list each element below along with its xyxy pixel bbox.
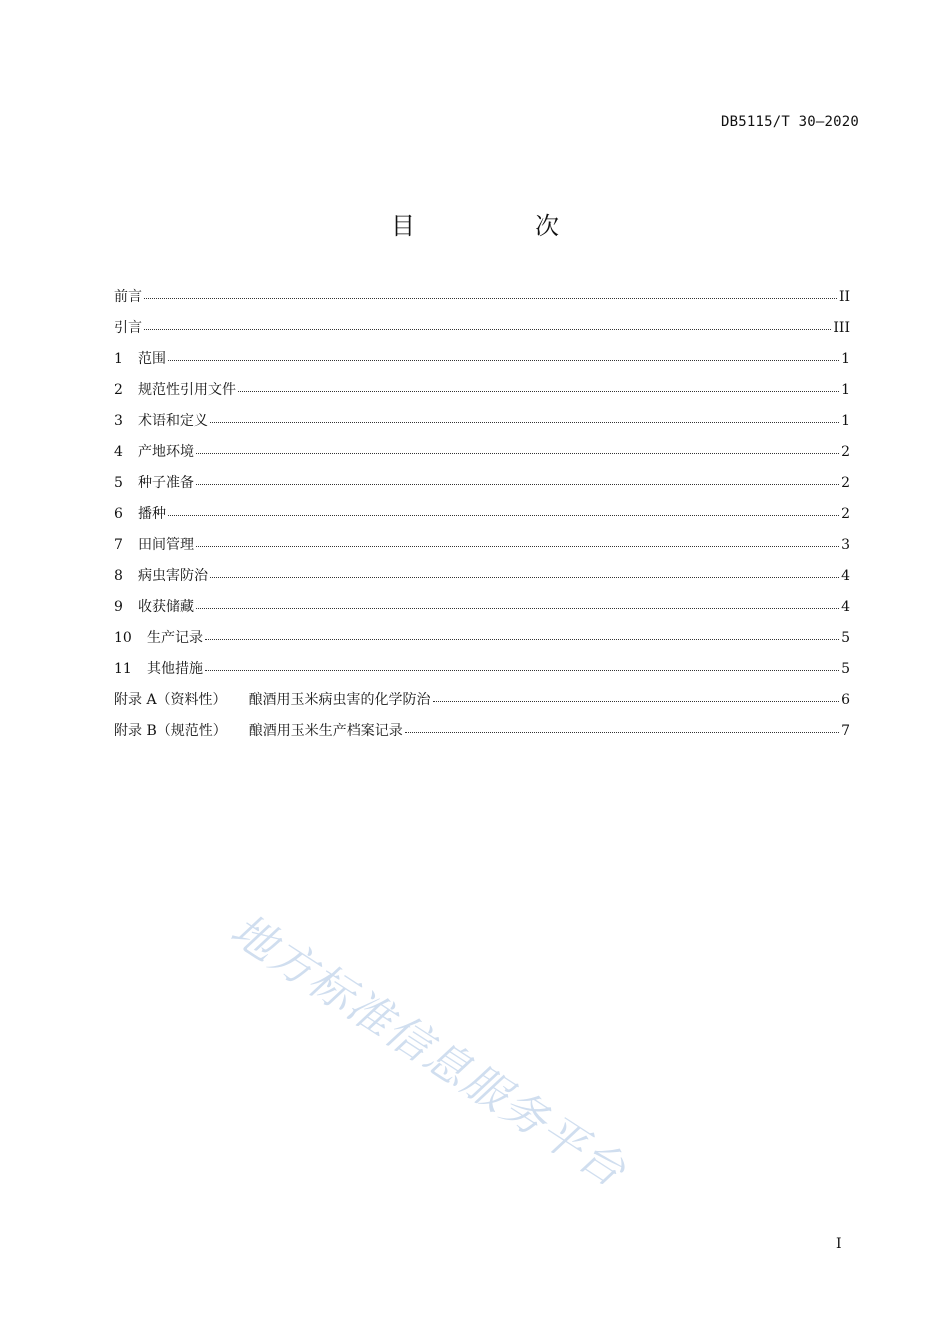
toc-number: 11 <box>114 661 132 677</box>
toc-number: 9 <box>114 599 123 615</box>
toc-label: 酿酒用玉米病虫害的化学防治 <box>248 692 431 708</box>
toc-page: 7 <box>841 723 850 739</box>
toc-number: 4 <box>114 444 123 460</box>
toc-leader <box>205 659 839 673</box>
toc-entry-6[interactable] <box>114 503 850 534</box>
toc-label: 收获储藏 <box>138 599 194 615</box>
toc-leader <box>433 690 840 704</box>
table-of-contents <box>114 286 850 751</box>
toc-leader <box>210 411 839 425</box>
toc-leader <box>238 380 839 394</box>
toc-label: 产地环境 <box>138 444 194 460</box>
toc-entry-3[interactable] <box>114 410 850 441</box>
toc-title: 目 次 <box>391 212 607 240</box>
toc-entry-appendix-a[interactable] <box>114 689 850 720</box>
toc-page: 1 <box>841 382 850 398</box>
toc-leader <box>196 535 839 549</box>
toc-leader <box>144 287 837 301</box>
toc-leader <box>144 318 831 332</box>
toc-label: 病虫害防治 <box>138 568 208 584</box>
toc-entry-5[interactable] <box>114 472 850 503</box>
toc-label: 播种 <box>138 506 166 522</box>
toc-label: 前言 <box>114 289 142 305</box>
toc-entry-4[interactable] <box>114 441 850 472</box>
toc-page: 2 <box>841 506 850 522</box>
toc-page: III <box>833 320 850 336</box>
watermark: 地方标准信息服务平台 <box>221 904 636 1198</box>
toc-leader <box>210 566 839 580</box>
toc-page: 2 <box>841 444 850 460</box>
toc-label: 引言 <box>114 320 142 336</box>
toc-entry-2[interactable] <box>114 379 850 410</box>
toc-number: 7 <box>114 537 123 553</box>
toc-page: 6 <box>841 692 850 708</box>
toc-leader <box>168 349 839 363</box>
toc-page: 2 <box>841 475 850 491</box>
toc-entry-foreword[interactable] <box>114 286 850 317</box>
toc-appendix-prefix: 附录 B（规范性） <box>114 723 227 739</box>
toc-leader <box>405 721 839 735</box>
toc-number: 3 <box>114 413 123 429</box>
page-number: I <box>836 1236 842 1252</box>
toc-label: 其他措施 <box>147 661 203 677</box>
toc-entry-1[interactable] <box>114 348 850 379</box>
toc-entry-7[interactable] <box>114 534 850 565</box>
toc-number: 10 <box>114 630 132 646</box>
toc-label: 酿酒用玉米生产档案记录 <box>248 723 403 739</box>
toc-number: 6 <box>114 506 123 522</box>
toc-page: 4 <box>841 599 850 615</box>
toc-leader <box>205 628 839 642</box>
toc-appendix-prefix: 附录 A（资料性） <box>114 692 227 708</box>
toc-entry-10[interactable] <box>114 627 850 658</box>
toc-page: 5 <box>841 630 850 646</box>
toc-leader <box>196 597 839 611</box>
toc-page: II <box>838 289 850 305</box>
toc-number: 2 <box>114 382 123 398</box>
toc-label: 术语和定义 <box>138 413 208 429</box>
toc-number: 8 <box>114 568 123 584</box>
toc-label: 生产记录 <box>147 630 203 646</box>
toc-leader <box>196 442 839 456</box>
toc-label: 范围 <box>138 351 166 367</box>
toc-number: 1 <box>114 351 123 367</box>
toc-label: 田间管理 <box>138 537 194 553</box>
toc-leader <box>196 473 839 487</box>
toc-entry-introduction[interactable] <box>114 317 850 348</box>
toc-label: 规范性引用文件 <box>138 382 236 398</box>
toc-entry-appendix-b[interactable] <box>114 720 850 751</box>
toc-page: 1 <box>841 413 850 429</box>
toc-page: 3 <box>841 537 850 553</box>
document-code: DB5115/T 30—2020 <box>720 114 859 130</box>
toc-number: 5 <box>114 475 123 491</box>
toc-entry-8[interactable] <box>114 565 850 596</box>
toc-page: 4 <box>841 568 850 584</box>
toc-label: 种子准备 <box>138 475 194 491</box>
toc-page: 5 <box>841 661 850 677</box>
toc-page: 1 <box>841 351 850 367</box>
toc-entry-9[interactable] <box>114 596 850 627</box>
toc-entry-11[interactable] <box>114 658 850 689</box>
toc-leader <box>168 504 839 518</box>
